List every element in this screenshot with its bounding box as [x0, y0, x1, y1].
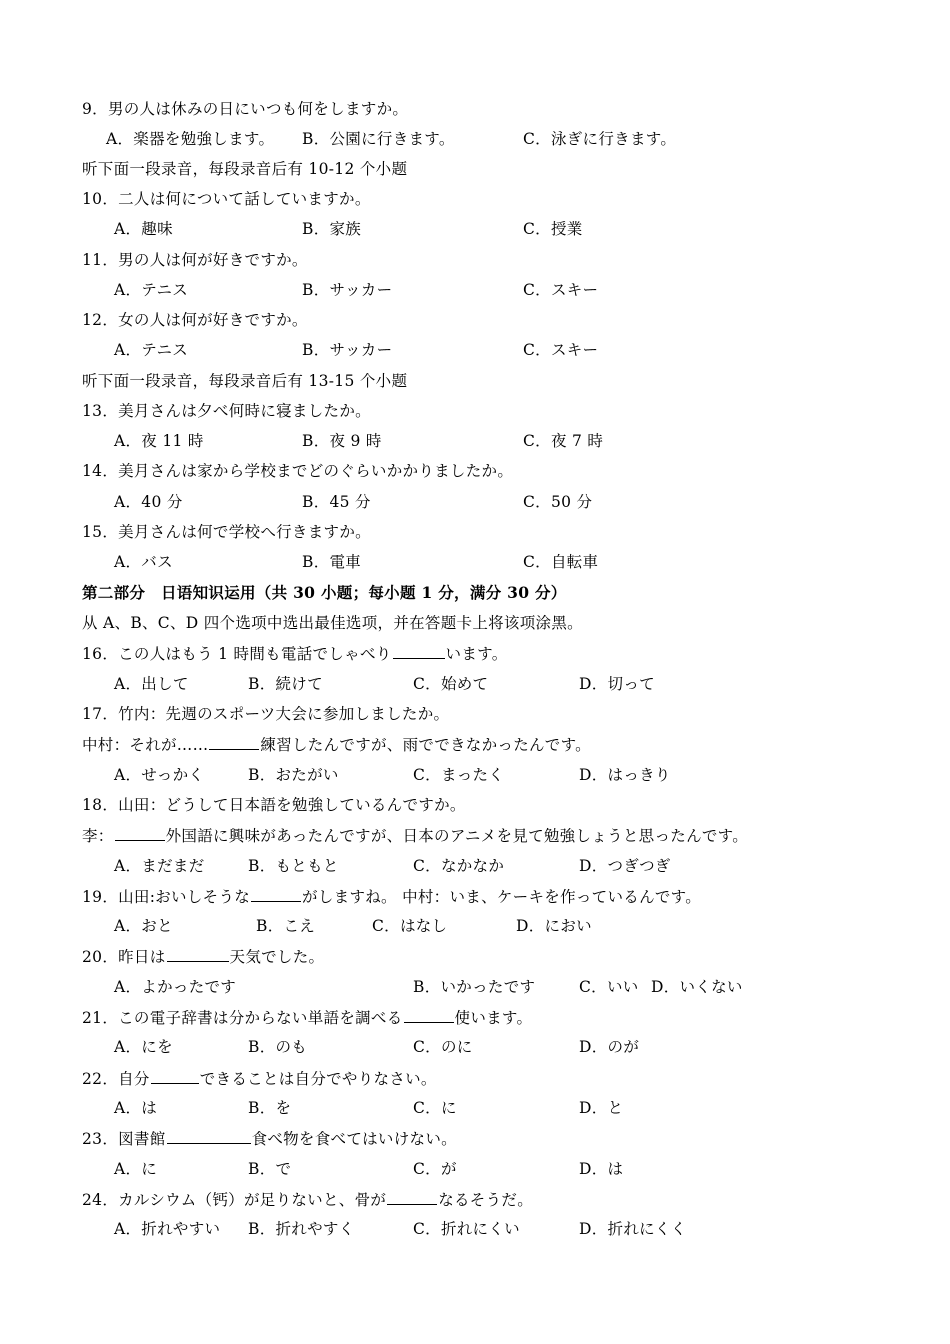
stem-post: 食べ物を食べてはいけない。: [251, 1130, 457, 1148]
part2-title: 第二部分 日语知识运用（共 30 小题；每小题 1 分，满分 30 分）: [82, 583, 567, 602]
option-c[interactable]: C．のに: [413, 1038, 473, 1056]
stem-pre: 20．昨日は: [82, 948, 166, 966]
option-d[interactable]: D．切って: [579, 675, 655, 693]
option-c[interactable]: C．始めて: [413, 675, 489, 693]
section-header-13-15: 听下面一段录音，每段录音后有 13-15 个小题: [82, 372, 408, 390]
option-a[interactable]: A．40 分: [114, 493, 183, 511]
question-17-line1: 17．竹内：先週のスポーツ大会に参加しましたか。: [82, 705, 450, 723]
option-a[interactable]: A．テニス: [114, 341, 189, 359]
stem-post: がしますね。 中村：いま、ケーキを作っているんです。: [302, 888, 702, 906]
option-a[interactable]: A．に: [114, 1160, 158, 1178]
stem-pre: 李：: [82, 827, 114, 845]
answer-blank: [167, 946, 229, 962]
option-a[interactable]: A．折れやすい: [114, 1220, 221, 1238]
option-a[interactable]: A．楽器を勉強します。: [106, 130, 275, 148]
option-b[interactable]: B．夜 9 時: [302, 432, 382, 450]
option-a[interactable]: A．は: [114, 1099, 158, 1117]
option-b[interactable]: B．もともと: [248, 857, 339, 875]
stem-pre: 24．カルシウム（钙）が足りないと、骨が: [82, 1191, 387, 1209]
stem-post: 外国語に興味があったんですが、日本のアニメを見て勉強しょうと思ったんです。: [165, 827, 749, 845]
option-a[interactable]: A．テニス: [114, 281, 189, 299]
section-header-10-12: 听下面一段录音，每段录音后有 10-12 个小题: [82, 160, 408, 178]
option-c[interactable]: C．50 分: [523, 493, 593, 511]
option-c[interactable]: C．まったく: [413, 766, 505, 784]
option-c[interactable]: C．夜 7 時: [523, 432, 604, 450]
option-d[interactable]: D．つぎつぎ: [579, 857, 671, 875]
option-a[interactable]: A．おと: [114, 917, 173, 935]
answer-blank: [404, 1007, 454, 1023]
option-d[interactable]: D．は: [579, 1160, 624, 1178]
option-d[interactable]: D．はっきり: [579, 766, 671, 784]
stem-pre: 16．この人はもう 1 時間も電話でしゃべり: [82, 645, 392, 663]
question-15-stem: 15．美月さんは何で学校へ行きますか。: [82, 523, 371, 541]
option-c[interactable]: C．スキー: [523, 281, 599, 299]
answer-blank: [387, 1189, 437, 1205]
option-b[interactable]: B．サッカー: [302, 341, 393, 359]
option-c[interactable]: C．スキー: [523, 341, 599, 359]
option-a[interactable]: A．バス: [114, 553, 173, 571]
option-c[interactable]: C．授業: [523, 220, 583, 238]
stem-post: 使います。: [454, 1009, 533, 1027]
option-b[interactable]: B．続けて: [248, 675, 323, 693]
option-b[interactable]: B．を: [248, 1099, 292, 1117]
option-b[interactable]: B．家族: [302, 220, 362, 238]
option-c[interactable]: C．が: [413, 1160, 457, 1178]
option-c[interactable]: C．に: [413, 1099, 457, 1117]
option-b[interactable]: B．電車: [302, 553, 362, 571]
question-21-stem: [82, 1007, 532, 1029]
question-13-stem: 13．美月さんは夕べ何時に寝ましたか。: [82, 402, 371, 420]
question-24-stem: [82, 1189, 533, 1211]
question-11-stem: 11．男の人は何が好きですか。: [82, 251, 308, 269]
option-c[interactable]: C．泳ぎに行きます。: [523, 130, 677, 148]
option-a[interactable]: A．せっかく: [114, 766, 205, 784]
stem-post: います。: [445, 645, 508, 663]
answer-blank: [151, 1068, 199, 1084]
option-d[interactable]: D．折れにくく: [579, 1220, 687, 1238]
option-b[interactable]: B．いかったです: [413, 978, 536, 996]
stem-pre: 19．山田:おいしそうな: [82, 888, 251, 906]
question-10-stem: 10．二人は何について話していますか。: [82, 190, 371, 208]
option-b[interactable]: B．のも: [248, 1038, 308, 1056]
option-a[interactable]: A．出して: [114, 675, 189, 693]
question-19-stem: [82, 886, 701, 908]
option-d[interactable]: D．のが: [579, 1038, 640, 1056]
option-c[interactable]: C．いい: [579, 978, 639, 996]
option-c[interactable]: C．はなし: [372, 917, 448, 935]
option-a[interactable]: A．まだまだ: [114, 857, 205, 875]
option-c[interactable]: C．折れにくい: [413, 1220, 520, 1238]
option-d[interactable]: D．と: [579, 1099, 624, 1117]
option-d[interactable]: D．におい: [516, 917, 592, 935]
question-14-stem: 14．美月さんは家から学校までどのぐらいかかりましたか。: [82, 462, 514, 480]
answer-blank: [251, 886, 301, 902]
stem-pre: 23．図書館: [82, 1130, 166, 1148]
stem-post: なるそうだ。: [438, 1191, 533, 1209]
question-22-stem: [82, 1068, 437, 1090]
option-b[interactable]: B．サッカー: [302, 281, 393, 299]
question-20-stem: [82, 946, 324, 968]
question-12-stem: 12．女の人は何が好きですか。: [82, 311, 308, 329]
answer-blank: [209, 734, 259, 750]
answer-blank: [167, 1128, 251, 1144]
stem-post: 練習したんですが、雨でできなかったんです。: [260, 736, 591, 754]
option-d[interactable]: D．いくない: [651, 978, 743, 996]
question-17-stem: [82, 734, 591, 756]
question-18-stem: [82, 825, 748, 847]
option-a[interactable]: A．よかったです: [114, 978, 237, 996]
option-b[interactable]: B．で: [248, 1160, 292, 1178]
option-b[interactable]: B．こえ: [256, 917, 316, 935]
answer-blank: [393, 643, 445, 659]
option-b[interactable]: B．おたがい: [248, 766, 339, 784]
option-b[interactable]: B．45 分: [302, 493, 371, 511]
stem-pre: 21．この電子辞書は分からない単語を調べる: [82, 1009, 403, 1027]
option-a[interactable]: A．趣味: [114, 220, 173, 238]
answer-blank: [115, 825, 165, 841]
stem-post: できることは自分でやりなさい。: [199, 1070, 437, 1088]
question-18-line1: 18．山田：どうして日本語を勉強しているんですか。: [82, 796, 466, 814]
stem-pre: 中村：それが……: [82, 736, 209, 754]
option-a[interactable]: A．にを: [114, 1038, 173, 1056]
option-c[interactable]: C．なかなか: [413, 857, 505, 875]
stem-pre: 22．自分: [82, 1070, 150, 1088]
question-23-stem: [82, 1128, 457, 1150]
question-16-stem: [82, 643, 508, 665]
question-9-stem: 9．男の人は休みの日にいつも何をしますか。: [82, 100, 409, 118]
option-c[interactable]: C．自転車: [523, 553, 599, 571]
stem-post: 天気でした。: [229, 948, 325, 966]
option-a[interactable]: A．夜 11 時: [114, 432, 204, 450]
option-b[interactable]: B．折れやすく: [248, 1220, 355, 1238]
part2-instruction: 从 A、B、C、D 四个选项中选出最佳选项，并在答题卡上将该项涂黑。: [82, 614, 583, 632]
option-b[interactable]: B．公園に行きます。: [302, 130, 455, 148]
